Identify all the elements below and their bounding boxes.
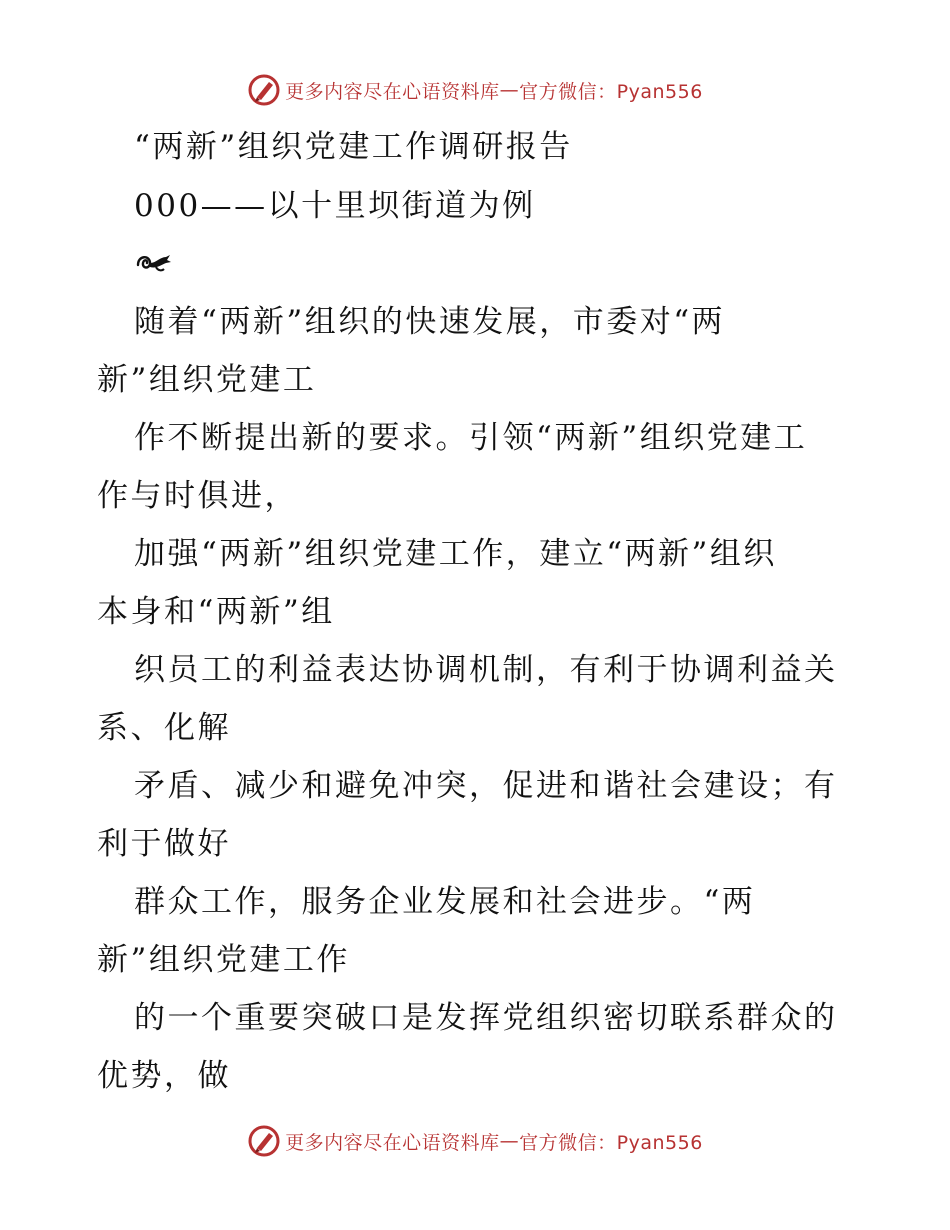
paragraph-line: 新”组织党建工 [97, 362, 317, 398]
paragraph-line: 的一个重要突破口是发挥党组织密切联系群众的 [134, 1000, 838, 1036]
paragraph-line: 随着“两新”组织的快速发展，市委对“两 [134, 304, 726, 340]
fleuron-icon [134, 247, 174, 277]
banner-brand-text: 更多内容尽在心语资料库 [285, 1131, 500, 1154]
footer-banner [0, 1121, 950, 1161]
paragraph-line: 系、化解 [97, 710, 231, 746]
banner-wechat-text: 官方微信：Pyan556 [519, 1131, 703, 1154]
banner-separator: — [499, 79, 520, 101]
document-subtitle: 000——以十里坝街道为例 [134, 188, 536, 224]
paragraph-line: 优势，做 [97, 1058, 231, 1094]
document-title: “两新”组织党建工作调研报告 [134, 129, 573, 165]
paragraph-line: 加强“两新”组织党建工作，建立“两新”组织 [134, 536, 777, 572]
paragraph-line: 矛盾、减少和避免冲突，促进和谐社会建设；有 [134, 768, 838, 804]
paragraph-line: 作不断提出新的要求。引领“两新”组织党建工 [134, 420, 808, 456]
paragraph-line: 利于做好 [97, 826, 231, 862]
paragraph-line: 作与时俱进， [97, 478, 298, 514]
paragraph-line: 新”组织党建工作 [97, 942, 350, 978]
banner-brand-text: 更多内容尽在心语资料库 [285, 80, 500, 103]
pen-circle-icon [247, 1124, 281, 1158]
pen-circle-icon [247, 73, 281, 107]
header-banner [0, 70, 950, 110]
banner-separator: — [499, 1130, 520, 1152]
banner-wechat-text: 官方微信：Pyan556 [519, 80, 703, 103]
paragraph-line: 织员工的利益表达协调机制，有利于协调利益关 [134, 652, 838, 688]
paragraph-line: 本身和“两新”组 [97, 594, 335, 630]
paragraph-line: 群众工作，服务企业发展和社会进步。“两 [134, 884, 756, 920]
